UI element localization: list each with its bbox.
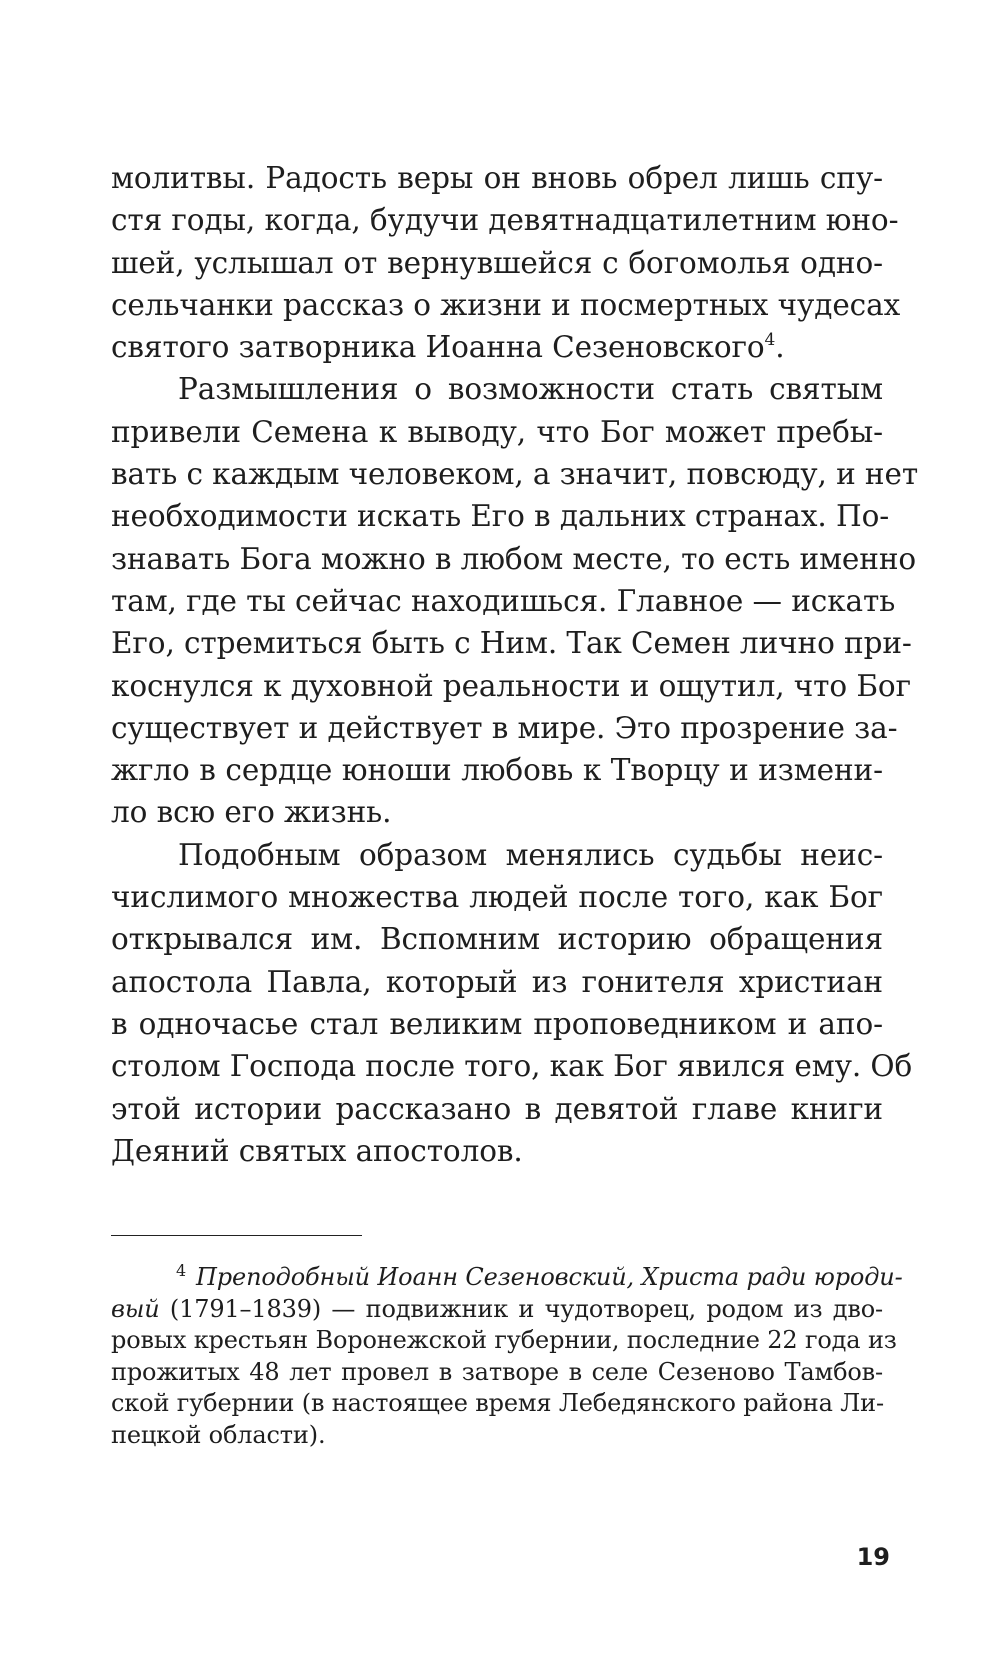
text-line: Подобным образом менялись судьбы неис- — [178, 837, 883, 872]
text-line: шей, услышал от вернувшейся с богомолья одно- — [111, 245, 883, 280]
footnote-number: 4 — [176, 1261, 187, 1280]
text-line: необходимости искать Его в дальних странах. По- — [111, 499, 890, 534]
main-text — [111, 157, 919, 1172]
text-line: вать с каждым человеком, а значит, повсюду, и нет — [111, 457, 919, 492]
text-line: открывался им. Вспомним историю обращения — [111, 922, 883, 957]
paragraph-2 — [111, 368, 919, 833]
text-line: Размышления о возможности стать святым — [178, 372, 883, 407]
text-line: сельчанки рассказ о жизни и посмертных чудесах — [111, 287, 901, 322]
text-line: апостола Павла, который из гонителя христиан — [111, 964, 883, 999]
text-line: стя годы, когда, будучи девятнадцатилетним юно- — [111, 203, 899, 238]
text-line: жгло в сердце юноши любовь к Творцу и измени- — [111, 753, 883, 788]
footnote-italic-text: вый — [111, 1294, 160, 1323]
text-line: знавать Бога можно в любом месте, то есть именно — [111, 541, 917, 576]
footnote-line: прожитых 48 лет провел в затворе в селе Сезеново Тамбов- — [111, 1357, 883, 1386]
text-line: столом Господа после того, как Бог явился ему. Об — [111, 1049, 913, 1084]
footnote-line: ской губернии (в настоящее время Лебедянского района Ли- — [111, 1389, 884, 1417]
text-line: этой истории рассказано в девятой главе книги — [111, 1091, 883, 1126]
footnote-line — [111, 1261, 903, 1294]
text-line: там, где ты сейчас находишься. Главное — искать — [111, 583, 896, 618]
footnote — [111, 1261, 903, 1451]
text-line: коснулся к духовной реальности и ощутил, что Бог — [111, 668, 911, 703]
text-line: Его, стремиться быть с Ним. Так Семен лично при- — [111, 626, 912, 661]
text-line: молитвы. Радость веры он вновь обрел лишь спу- — [111, 161, 883, 195]
text-line — [111, 326, 883, 368]
page-number: 19 — [856, 1543, 890, 1571]
footnote-italic-text: Преподобный Иоанн Сезеновский, Христа ради юроди- — [196, 1263, 903, 1291]
footnote-text: (1791–1839) — подвижник и чудотворец, родом из дво- — [159, 1294, 883, 1323]
footnote-line: ровых крестьян Воронежской губернии, последние 22 года из — [111, 1326, 897, 1354]
text-line: Деяний святых апостолов. — [111, 1133, 523, 1168]
text-line: существует и действует в мире. Это прозрение за- — [111, 710, 898, 745]
paragraph-3 — [111, 834, 913, 1172]
text-line: ло всю его жизнь. — [111, 795, 392, 830]
footnote-line — [111, 1294, 883, 1326]
footnote-line: пецкой области). — [111, 1420, 326, 1449]
text-line: привели Семена к выводу, что Бог может пребы- — [111, 414, 883, 449]
footnote-reference: 4 — [764, 330, 776, 351]
text-line: числимого множества людей после того, как Бог — [111, 880, 883, 915]
text-line: в одночасье стал великим проповедником и апо- — [111, 1006, 883, 1041]
paragraph-1 — [111, 157, 901, 368]
text-line-content: святого затворника Иоанна Сезеновского — [111, 330, 765, 365]
sentence-end: . — [775, 330, 785, 365]
footnote-separator — [111, 1235, 362, 1236]
